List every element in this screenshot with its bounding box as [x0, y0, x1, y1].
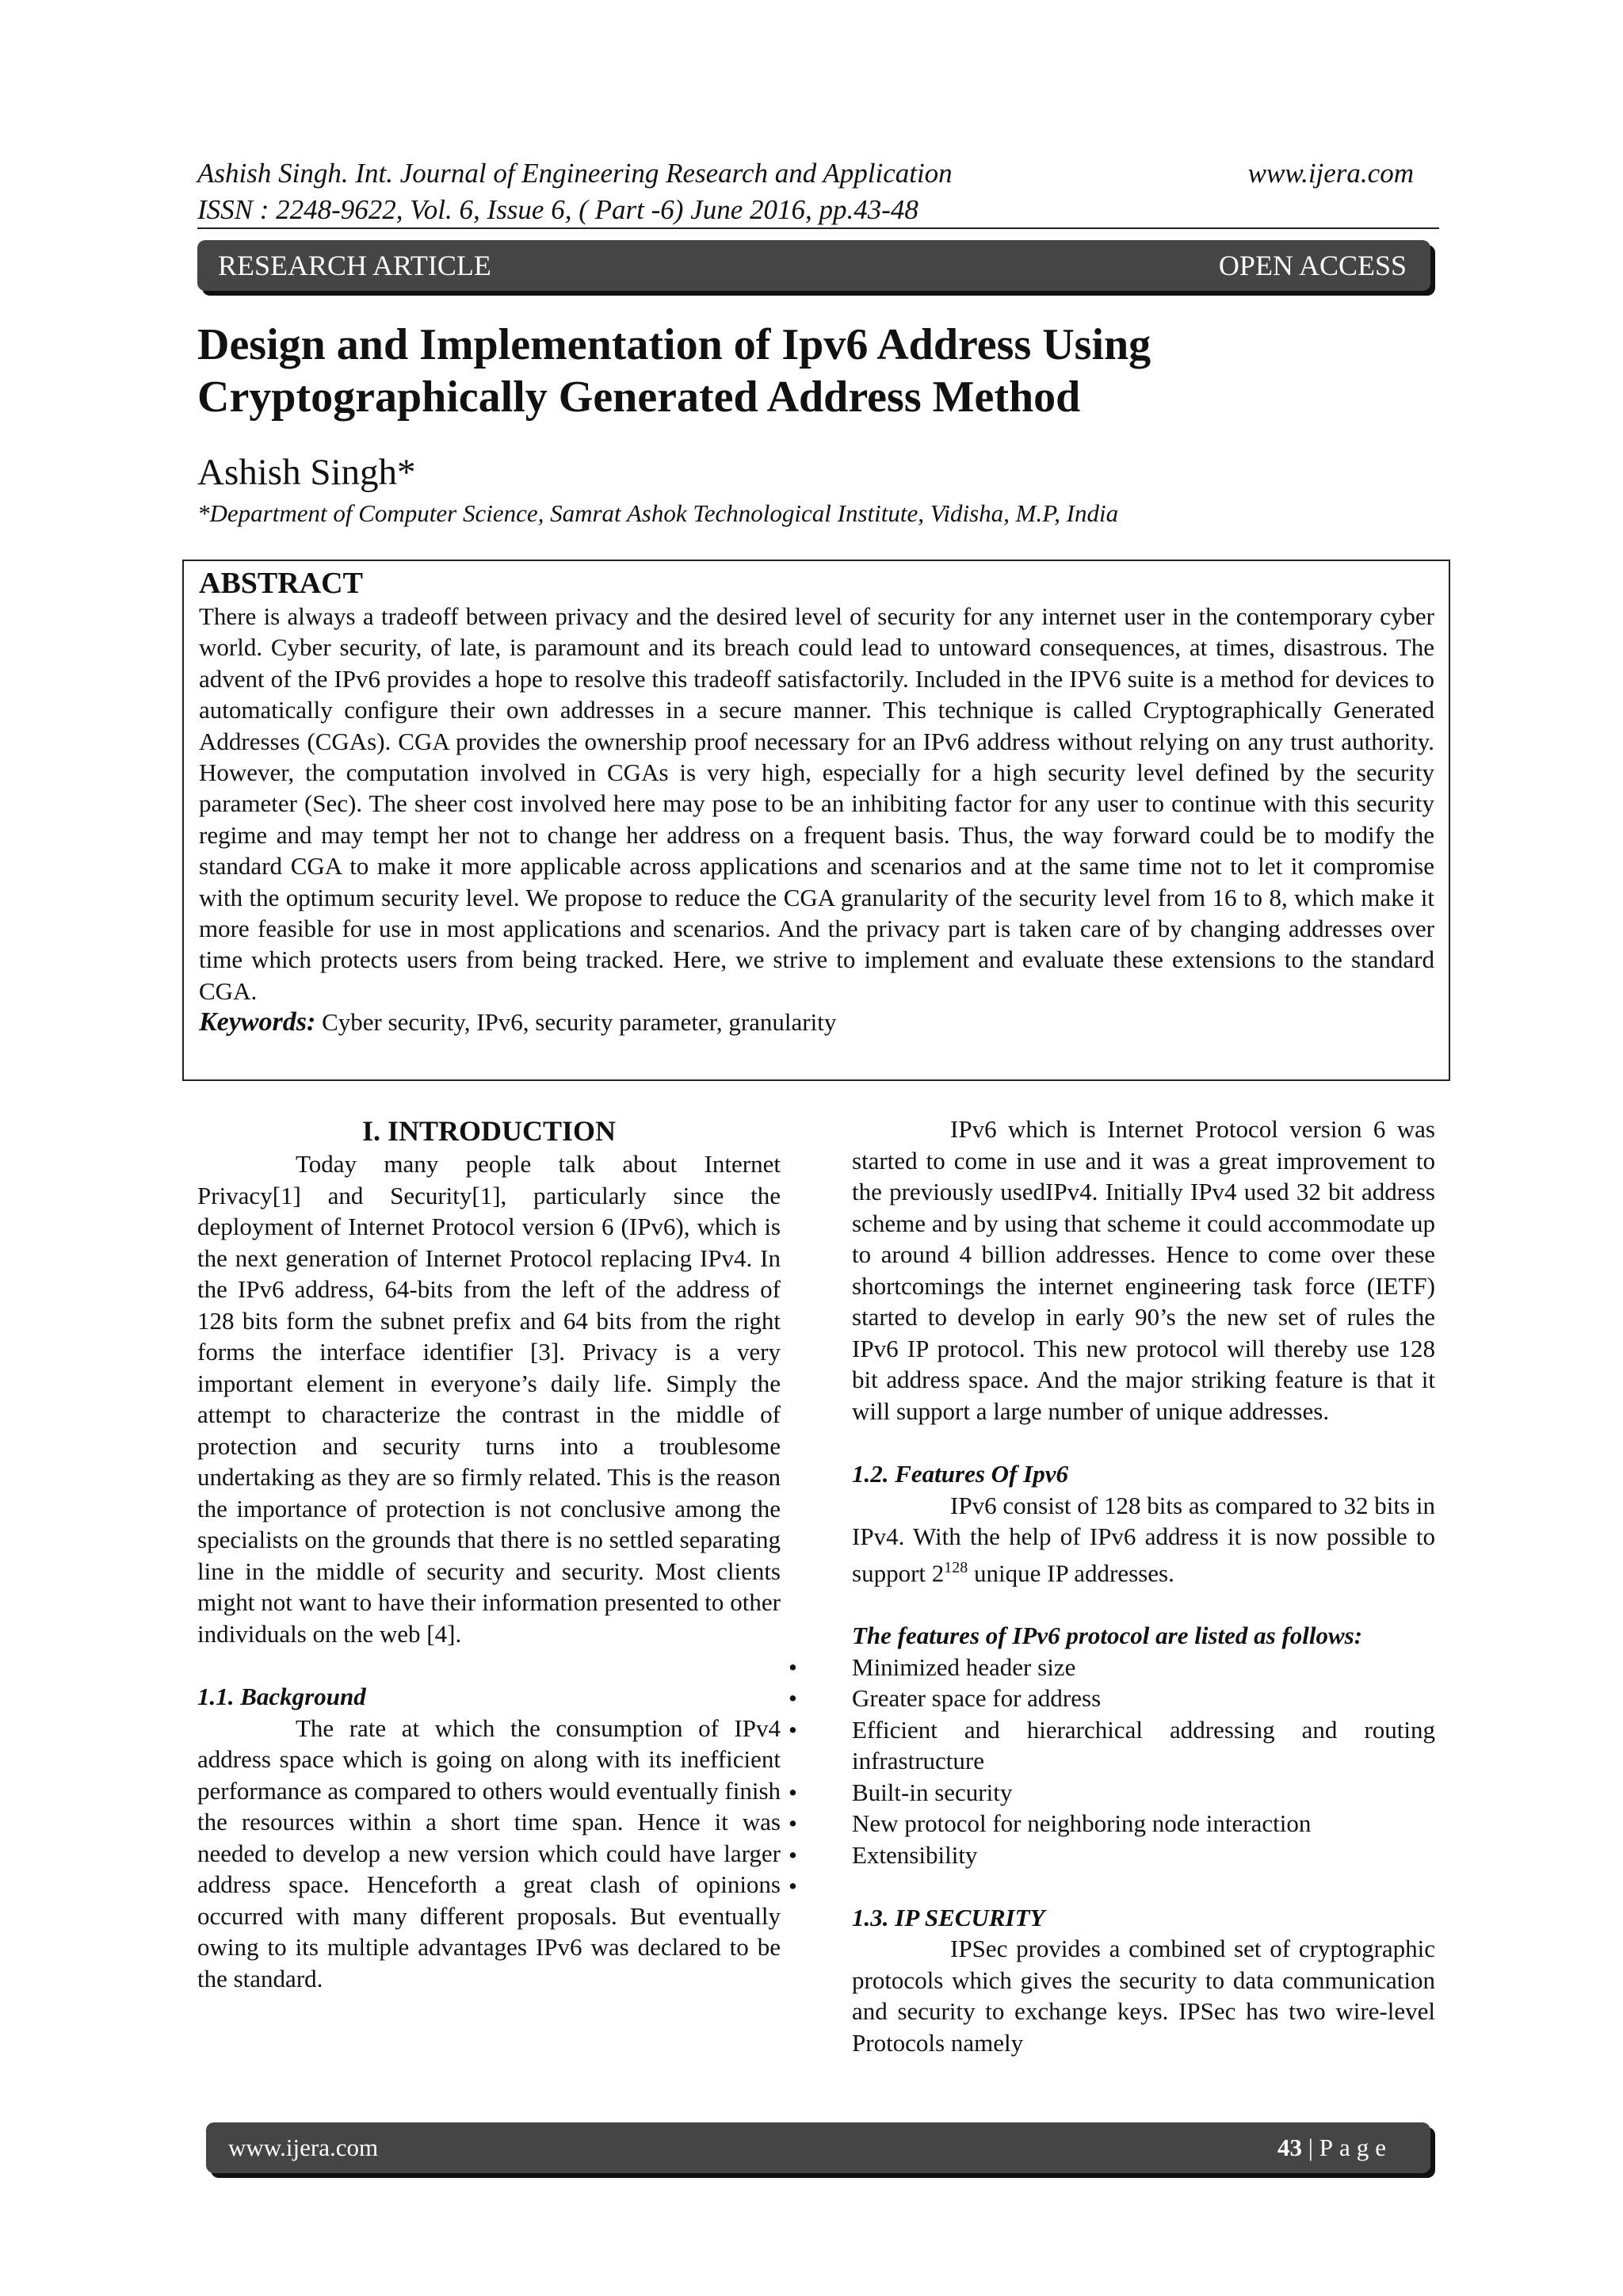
features-heading: 1.2. Features Of Ipv6 [852, 1460, 1068, 1488]
page-indicator [1277, 2134, 1392, 2162]
article-type-banner [197, 240, 1430, 291]
left-column [197, 1114, 781, 1994]
header-divider [197, 227, 1439, 229]
ipsec-paragraph: IPSec provides a combined set of cryptographic protocols which gives the security to data communication and security to exchange keys. IPSec has two wire-level Protocols namely [852, 1935, 1435, 2057]
bullet-icon: • [789, 1809, 797, 1838]
keywords-label: Keywords: [199, 1007, 316, 1037]
keywords-line [199, 1007, 1434, 1038]
page-label: Page [1319, 2134, 1392, 2161]
page-number: 43 [1277, 2134, 1303, 2161]
footer-website-link[interactable]: www.ijera.com [228, 2134, 379, 2161]
introduction-paragraph: Today many people talk about Internet Privacy[1] and Security[1], particularly since the deployment of Internet Protocol version 6 (IPv6), which is the next generation of Internet Protocol replacing IPv4. In the IPv6 address, 64-bits from the left of the address of 128 bits form the subnet prefix and 64 bits from the right forms the interface identifier [3]. Privacy is a very important element in everyone’s daily life. Simply the attempt to characterize the contrast in the middle of protection and security turns into a troublesome undertaking as they are so firmly related. This is the reason the importance of protection is not conclusive among the specialists on the grounds that there is no settled separating line in the middle of security and security. Most clients might not want to have their information presented to other individuals on the web [4]. [197, 1150, 781, 1648]
title-line-1: Design and Implementation of Ipv6 Address Using [197, 320, 1151, 369]
abstract-text: There is always a tradeoff between privacy and the desired level of security for any internet user in the contemporary cyber world. Cyber security, of late, is paramount and its breach could lead to untoward consequences, at times, disastrous. The advent of the IPv6 provides a hope to resolve this tradeoff satisfactorily. Included in the IPV6 suite is a method for devices to automatically configure their own addresses in a secure manner. This technique is called Cryptographically Generated Addresses (CGAs). CGA provides the ownership proof necessary for an IPv6 address without relying on any trust authority. However, the computation involved in CGAs is very high, especially for a high security level defined by the security parameter (Sec). The sheer cost involved here may pose to be an inhibiting factor for any user to continue with this security regime and may tempt her not to change her address on a frequent basis. Thus, the way forward could be to modify the standard CGA to make it more applicable across applications and scenarios and at the same time not to let it compromise with the optimum security level. We propose to reduce the CGA granularity of the security level from 16 to 8, which make it more feasible for use in most applications and scenarios. And the privacy part is taken care of by changing addresses over time which protects users from being tracked. Here, we strive to implement and evaluate these extensions to the standard CGA. [199, 602, 1434, 1005]
list-item: • Efficient and hierarchical addressing and routing infrastructure [789, 1715, 1435, 1775]
abstract-box [182, 560, 1450, 1081]
ipsec-heading: 1.3. IP SECURITY [852, 1903, 1045, 1931]
journal-header [197, 155, 953, 228]
list-item-empty [789, 1870, 1435, 1902]
bullet-icon: • [789, 1652, 797, 1681]
features-paragraph: IPv6 consist of 128 bits as compared to 32 bits in IPv4. With the help of IPv6 address it is now possible to support $2^{128}$ unique IP addresses. [852, 1491, 1435, 1587]
journal-citation-line: Ashish Singh. Int. Journal of Engineering Research and Application [197, 158, 953, 189]
author-name: Ashish Singh* [197, 452, 416, 493]
journal-issn-line: ISSN : 2248-9622, Vol. 6, Issue 6, ( Part -6) June 2016, pp.43-48 [197, 194, 918, 225]
keywords-text: Cyber security, IPv6, security parameter, granularity [322, 1008, 837, 1037]
bullet-icon: • [789, 1778, 797, 1806]
bullet-icon: • [789, 1872, 797, 1901]
list-item: • New protocol for neighboring node interaction [852, 1808, 1435, 1839]
ipv6-intro-paragraph: IPv6 which is Internet Protocol version 6 was started to come in use and it was a great improvement to the previously usedIPv4. Initially IPv4 used 32 bit address scheme and by using that scheme it could accommodate up to around 4 billion addresses. Hence to come over these shortcomings the internet engineering task force (IETF) started to develop in early 90’s the new set of rules the IPv6 IP protocol. This new protocol will thereby use 128 bit address space. And the major striking feature is that it will support a large number of unique addresses. [852, 1115, 1435, 1425]
paper-title [197, 319, 1434, 423]
exponent: 128 [944, 1558, 968, 1576]
background-heading: 1.1. Background [197, 1683, 366, 1710]
features-list-heading: The features of IPv6 protocol are listed as follows: [852, 1622, 1363, 1650]
introduction-heading: I. INTRODUCTION [361, 1115, 617, 1147]
bullet-icon: • [789, 1715, 797, 1744]
journal-website-link[interactable]: www.ijera.com [1247, 158, 1414, 189]
list-item: • Built-in security [852, 1777, 1435, 1809]
open-access-label: OPEN ACCESS [1218, 250, 1407, 281]
list-item: • Minimized header size [852, 1652, 1435, 1683]
research-article-label: RESEARCH ARTICLE [218, 250, 491, 281]
abstract-heading: ABSTRACT [199, 567, 363, 600]
page-footer [206, 2122, 1430, 2173]
list-item: • Greater space for address [852, 1683, 1435, 1714]
background-paragraph: The rate at which the consumption of IPv4 address space which is going on along with its inefficient performance as compared to others would eventually finish the resources within a short time span. Hence it was needed to develop a new version which could have larger address space. Henceforth a great clash of opinions occurred with many different proposals. But eventually owing to its multiple advantages IPv6 was declared to be the standard. [197, 1713, 781, 1992]
author-affiliation: *Department of Computer Science, Samrat Ashok Technological Institute, Vidisha, M.P, India [197, 499, 1119, 527]
features-list [789, 1652, 1435, 1902]
list-item: • Extensibility [852, 1839, 1435, 1871]
bullet-icon: • [789, 1684, 797, 1713]
right-column [789, 1114, 1435, 2058]
bullet-icon: • [789, 1840, 797, 1869]
title-line-2: Cryptographically Generated Address Method [197, 372, 1081, 422]
page-separator: | [1302, 2134, 1319, 2161]
